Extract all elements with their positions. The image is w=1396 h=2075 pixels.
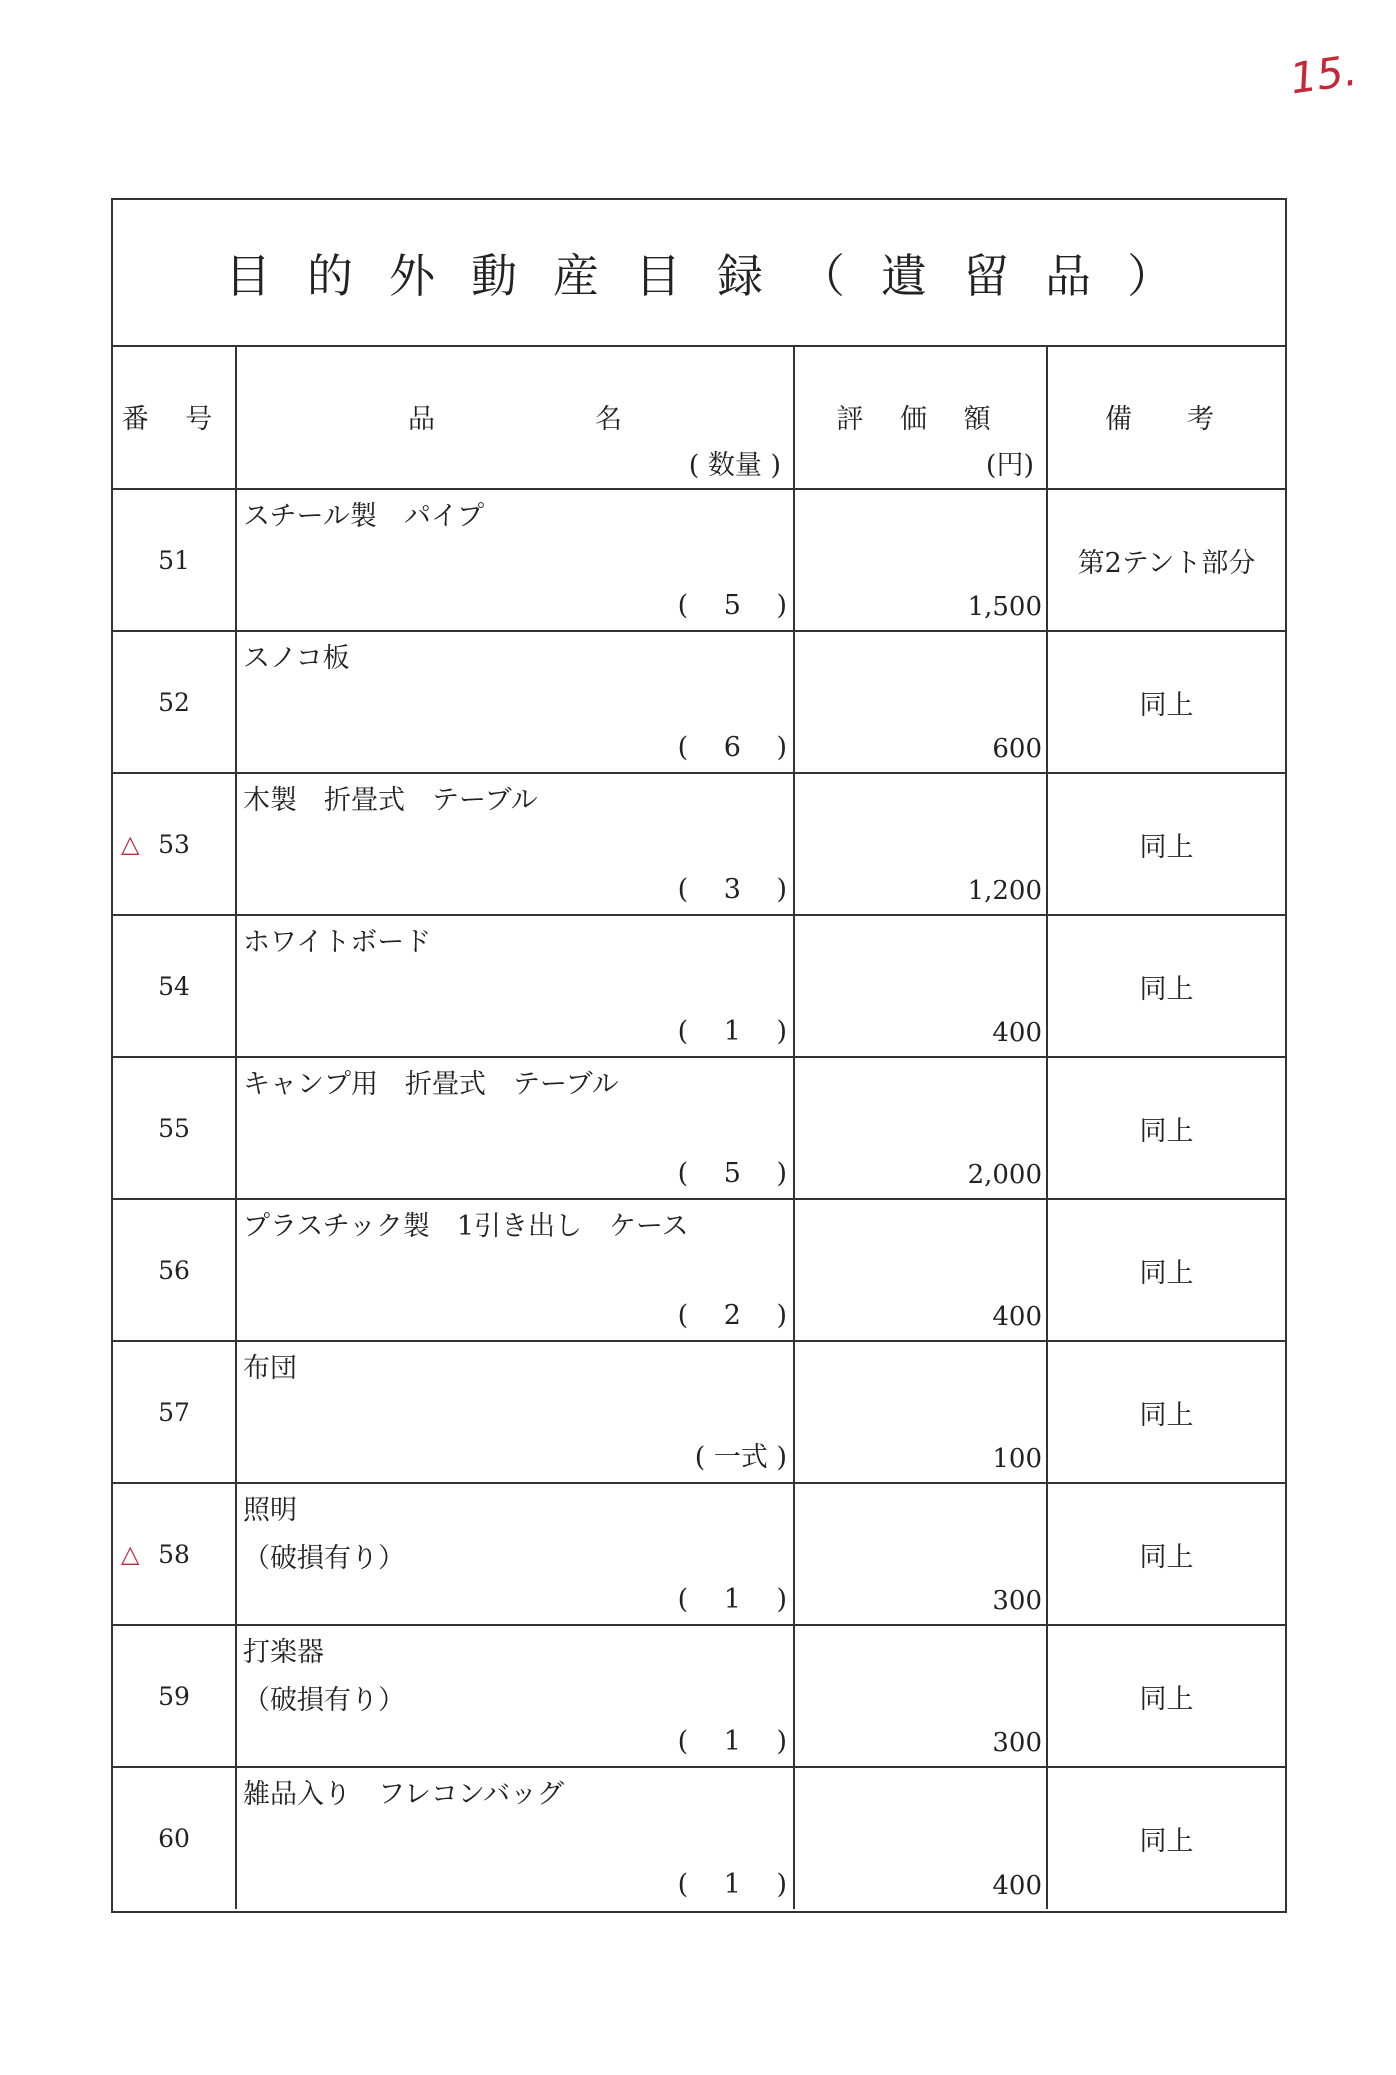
item-value: 1,200	[967, 876, 1042, 906]
item-value: 600	[992, 734, 1042, 764]
item-name: プラスチック製 1引き出し ケース	[243, 1211, 689, 1242]
item-number-cell	[113, 773, 236, 915]
item-number-cell	[113, 915, 236, 1057]
item-name: 照明	[243, 1495, 297, 1526]
item-note: 同上	[1047, 1483, 1285, 1625]
header-name-label	[237, 397, 793, 436]
item-value: 400	[992, 1018, 1042, 1048]
item-name: 雑品入り フレコンバッグ	[243, 1779, 565, 1810]
header-number-label: 番 号	[121, 404, 227, 435]
item-note: 同上	[1047, 915, 1285, 1057]
item-value: 2,000	[967, 1160, 1042, 1190]
item-name-cell	[236, 489, 794, 631]
header-note-label: 備 考	[1105, 404, 1228, 435]
item-value-cell	[794, 1057, 1047, 1199]
document-title: 目的外動産目録（遺留品）	[225, 248, 1209, 303]
item-name-cell	[236, 1767, 794, 1909]
red-check-mark: △	[121, 1540, 140, 1568]
header-row	[113, 347, 1285, 489]
item-quantity: ( 5 )	[677, 1158, 787, 1189]
item-value-cell	[794, 1341, 1047, 1483]
item-number: 52	[158, 687, 190, 717]
inventory-table	[113, 347, 1285, 1909]
item-name: 木製 折畳式 テーブル	[243, 785, 538, 816]
item-number: 53	[158, 829, 190, 859]
item-name-note: （破損有り）	[243, 1685, 405, 1716]
header-value-unit: (円)	[985, 450, 1034, 481]
item-value-cell	[794, 1199, 1047, 1341]
item-quantity: ( 1 )	[677, 1726, 787, 1757]
item-value: 400	[992, 1871, 1042, 1901]
item-number-cell	[113, 1625, 236, 1767]
item-name: 打楽器	[243, 1637, 324, 1668]
header-value-label: 評 価 額	[836, 404, 1005, 435]
item-name: スチール製 パイプ	[243, 501, 485, 532]
item-name-cell	[236, 915, 794, 1057]
item-quantity: ( 一式 )	[694, 1442, 787, 1473]
item-note: 同上	[1047, 631, 1285, 773]
item-number: 51	[158, 545, 190, 575]
item-name: 布団	[243, 1353, 297, 1384]
item-number: 59	[158, 1681, 190, 1711]
item-value: 300	[992, 1728, 1042, 1758]
item-quantity: ( 1 )	[677, 1869, 787, 1900]
red-check-mark: △	[121, 830, 140, 858]
item-name-cell	[236, 1057, 794, 1199]
item-value-cell	[794, 1483, 1047, 1625]
item-name-cell	[236, 1625, 794, 1767]
item-value: 1,500	[967, 592, 1042, 622]
item-quantity: ( 1 )	[677, 1016, 787, 1047]
item-name-cell	[236, 1483, 794, 1625]
item-quantity: ( 6 )	[677, 732, 787, 763]
item-note: 同上	[1047, 1057, 1285, 1199]
item-value-cell	[794, 915, 1047, 1057]
item-value-cell	[794, 489, 1047, 631]
table-row	[113, 1483, 1285, 1625]
item-quantity: ( 5 )	[677, 590, 787, 621]
table-row	[113, 1199, 1285, 1341]
item-number: 54	[158, 971, 190, 1001]
item-number-cell	[113, 1767, 236, 1909]
item-value: 100	[992, 1444, 1042, 1474]
item-name: キャンプ用 折畳式 テーブル	[243, 1069, 619, 1100]
item-name-cell	[236, 1341, 794, 1483]
table-row	[113, 1625, 1285, 1767]
item-value-cell	[794, 631, 1047, 773]
item-value-cell	[794, 1767, 1047, 1909]
item-note: 同上	[1047, 1767, 1285, 1909]
table-row	[113, 631, 1285, 773]
header-number	[113, 347, 236, 489]
item-note: 第2テント部分	[1047, 489, 1285, 631]
item-quantity: ( 3 )	[677, 874, 787, 905]
item-number-cell	[113, 631, 236, 773]
item-name-cell	[236, 1199, 794, 1341]
item-number: 60	[158, 1824, 190, 1853]
item-number: 58	[158, 1539, 190, 1569]
item-value-cell	[794, 1625, 1047, 1767]
page-number-annotation: 15.	[1286, 45, 1360, 104]
table-row	[113, 1341, 1285, 1483]
item-value: 400	[992, 1302, 1042, 1332]
inventory-sheet	[111, 198, 1287, 1913]
header-value	[794, 347, 1047, 489]
header-quantity-label: ( 数量 )	[688, 450, 781, 481]
item-number: 57	[158, 1397, 190, 1427]
header-name-word-1: 品	[408, 404, 435, 435]
header-name-word-2: 名	[595, 404, 622, 435]
table-row	[113, 915, 1285, 1057]
item-name: ホワイトボード	[243, 927, 432, 958]
item-number-cell	[113, 1341, 236, 1483]
table-row	[113, 773, 1285, 915]
item-name-cell	[236, 631, 794, 773]
header-note	[1047, 347, 1285, 489]
title-box	[113, 200, 1285, 347]
item-value-cell	[794, 773, 1047, 915]
item-note: 同上	[1047, 1341, 1285, 1483]
table-row	[113, 1057, 1285, 1199]
item-name-note: （破損有り）	[243, 1543, 405, 1574]
item-number-cell	[113, 1199, 236, 1341]
item-name-cell	[236, 773, 794, 915]
item-number: 55	[158, 1113, 190, 1143]
item-name: スノコ板	[243, 643, 350, 674]
table-row	[113, 489, 1285, 631]
item-note: 同上	[1047, 1199, 1285, 1341]
item-quantity: ( 1 )	[677, 1584, 787, 1615]
item-number-cell	[113, 1483, 236, 1625]
item-note: 同上	[1047, 1625, 1285, 1767]
item-value: 300	[992, 1586, 1042, 1616]
item-number: 56	[158, 1255, 190, 1285]
item-number-cell	[113, 489, 236, 631]
table-row	[113, 1767, 1285, 1909]
item-note: 同上	[1047, 773, 1285, 915]
header-name	[236, 347, 794, 489]
item-quantity: ( 2 )	[677, 1300, 787, 1331]
item-number-cell	[113, 1057, 236, 1199]
